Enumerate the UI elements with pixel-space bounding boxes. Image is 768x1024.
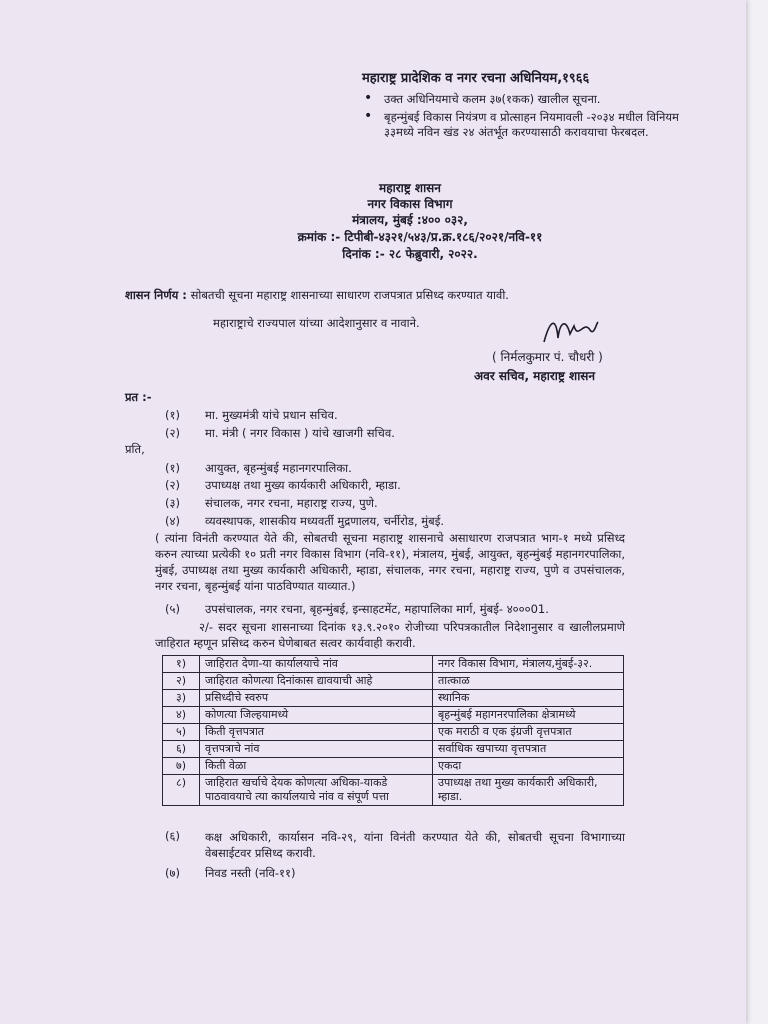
governor-order: महाराष्ट्राचे राज्यपाल यांच्या आदेशानुसार व नावाने.	[213, 316, 420, 330]
table-cell-key: जाहिरात देणा-या कार्यालयाचे नांव	[200, 656, 433, 673]
table-cell-val: एकदा	[433, 758, 624, 775]
table-cell-val: उपाध्यक्ष तथा मुख्य कार्यकारी अधिकारी, म्हाडा.	[433, 775, 624, 806]
table-row	[163, 690, 624, 707]
bullet-item: • बृहन्मुंबई विकास नियंत्रण व प्रोत्साहन नियमावली -२०३४ मधील विनियम ३३मध्ये नविन खंड २४ अंतर्भूत करण्यासाठी करावयाचा फेरबदल.	[362, 110, 692, 140]
bullet-item: • उक्त अधिनियमाचे कलम ३७(१कक) खालील सूचना.	[362, 92, 692, 107]
table-cell-val: बृहन्मुंबई महागनरपालिका क्षेत्रामध्ये	[433, 707, 624, 724]
signatory-name: ( निर्मलकुमार पं. चौधरी )	[492, 350, 603, 364]
decision-text: सोबतची सूचना महाराष्ट्र शासनाच्या साधारण राजपत्रात प्रसिध्द करण्यात यावी.	[190, 288, 509, 302]
govt-name: महाराष्ट्र शासन	[379, 181, 441, 195]
list-item: (३) संचालक, नगर रचना, महाराष्ट्र राज्य, पुणे.	[165, 496, 378, 510]
list-item: (६)	[165, 829, 180, 843]
advertisement-instruction: २/- सदर सूचना शासनाच्या दिनांक १३.९.२०१० रोजीच्या परिपत्रकातील निदेशानुसार व खालीलप्रमाणे जाहिरात म्हणून प्रसिध्द करुन घेणेबाबत सत्वर कार्यवाही करावी.	[155, 620, 625, 650]
table-cell-num: २)	[163, 673, 200, 690]
department-name: नगर विकास विभाग	[367, 197, 453, 211]
table-cell-val: नगर विकास विभाग, मंत्रालय,मुंबई-३२.	[433, 656, 624, 673]
table-cell-num: ६)	[163, 741, 200, 758]
table-cell-key: किती वेळा	[200, 758, 433, 775]
act-title: महाराष्ट्र प्रादेशिक व नगर रचना अधिनियम,१९६६	[362, 71, 590, 86]
table-cell-val: सर्वाधिक खपाच्या वृत्तपत्रात	[433, 741, 624, 758]
table-row	[163, 741, 624, 758]
table-cell-num: ५)	[163, 724, 200, 741]
advertisement-table	[162, 655, 624, 806]
table-row	[163, 758, 624, 775]
table-cell-key: किती वृत्तपत्रात	[200, 724, 433, 741]
website-note: कक्ष अधिकारी, कार्यासन नवि-२९, यांना विनंती करण्यात येते की, सोबतची सूचना विभागाच्या वेबसाईटवर प्रसिध्द करावी.	[205, 830, 625, 860]
table-cell-key: जाहिरात खर्चाचे देयक कोणत्या अधिका-याकडे पाठवावयाचे त्या कार्यालयाचे नांव व संपूर्ण पत्ता	[200, 775, 433, 806]
table-row	[163, 724, 624, 741]
office-address: मंत्रालय, मुंबई :४०० ०३२,	[352, 213, 468, 227]
table-cell-val: स्थानिक	[433, 690, 624, 707]
signatory-designation: अवर सचिव, महाराष्ट्र शासन	[474, 369, 596, 383]
table-cell-key: जाहिरात कोणत्या दिनांकास द्यावयाची आहे	[200, 673, 433, 690]
table-cell-num: ३)	[163, 690, 200, 707]
table-cell-val: तात्काळ	[433, 673, 624, 690]
list-item: (७) निवड नस्ती (नवि-११)	[165, 866, 296, 880]
subject-bullets	[362, 92, 692, 143]
list-item: (१) मा. मुख्यमंत्री यांचे प्रधान सचिव.	[165, 408, 338, 422]
signature-icon	[540, 312, 600, 352]
list-item: (२) उपाध्यक्ष तथा मुख्य कार्यकारी अधिकारी, म्हाडा.	[165, 478, 401, 492]
list-item: (४) व्यवस्थापक, शासकीय मध्यवर्ती मुद्रणालय, चर्नीरोड, मुंबई.	[165, 514, 445, 528]
table-cell-num: १)	[163, 656, 200, 673]
publication-note: ( त्यांना विनंती करण्यात येते की, सोबतची सूचना महाराष्ट्र शासनाचे असाधारण राजपत्रात भाग-१ मध्ये प्रसिध्द करुन त्याच्या प्रत्येकी १० प्रती नगर विकास विभाग (नवि-११), मंत्रालय, मुंबई, आयुक्त, बृहन्मुंबई महानगरपालिका, मुंबई, उपाध्यक्ष तथा मुख्य कार्यकारी अधिकारी, म्हाडा, संचालक, नगर रचना, महाराष्ट्र राज्य, पुणे व उपसंचालक, नगर रचना, बृहन्मुंबई यांना पाठविण्यात याव्यात.)	[155, 531, 625, 593]
table-row	[163, 656, 624, 673]
document-date: दिनांक :- २८ फेब्रुवारी, २०२२.	[342, 247, 478, 261]
table-cell-num: ७)	[163, 758, 200, 775]
reference-number: क्रमांक :- टिपीबी-४३२१/५४३/प्र.क्र.१८६/२०२१/नवि-११	[297, 230, 543, 244]
to-label: प्रति,	[125, 442, 145, 456]
decision-line	[125, 288, 509, 303]
table-cell-num: ४)	[163, 707, 200, 724]
table-row	[163, 775, 624, 806]
table-cell-val: एक मराठी व एक इंग्रजी वृत्तपत्रात	[433, 724, 624, 741]
table-cell-key: वृत्तपत्राचे नांव	[200, 741, 433, 758]
table-row	[163, 707, 624, 724]
list-item: (२) मा. मंत्री ( नगर विकास ) यांचे खाजगी सचिव.	[165, 426, 395, 440]
list-item: (१) आयुक्त, बृहन्मुंबई महानगरपालिका.	[165, 461, 352, 475]
copy-label: प्रत :-	[125, 390, 152, 404]
list-item: (५) उपसंचालक, नगर रचना, बृहन्मुंबई, इन्साहटमेंट, महापालिका मार्ग, मुंबई- ४०००01.	[165, 602, 549, 616]
decision-label: शासन निर्णय :	[125, 288, 187, 302]
table-cell-key: प्रसिध्दीचे स्वरुप	[200, 690, 433, 707]
table-cell-num: ८)	[163, 775, 200, 806]
table-cell-key: कोणत्या जिल्हयामध्ये	[200, 707, 433, 724]
table-row	[163, 673, 624, 690]
